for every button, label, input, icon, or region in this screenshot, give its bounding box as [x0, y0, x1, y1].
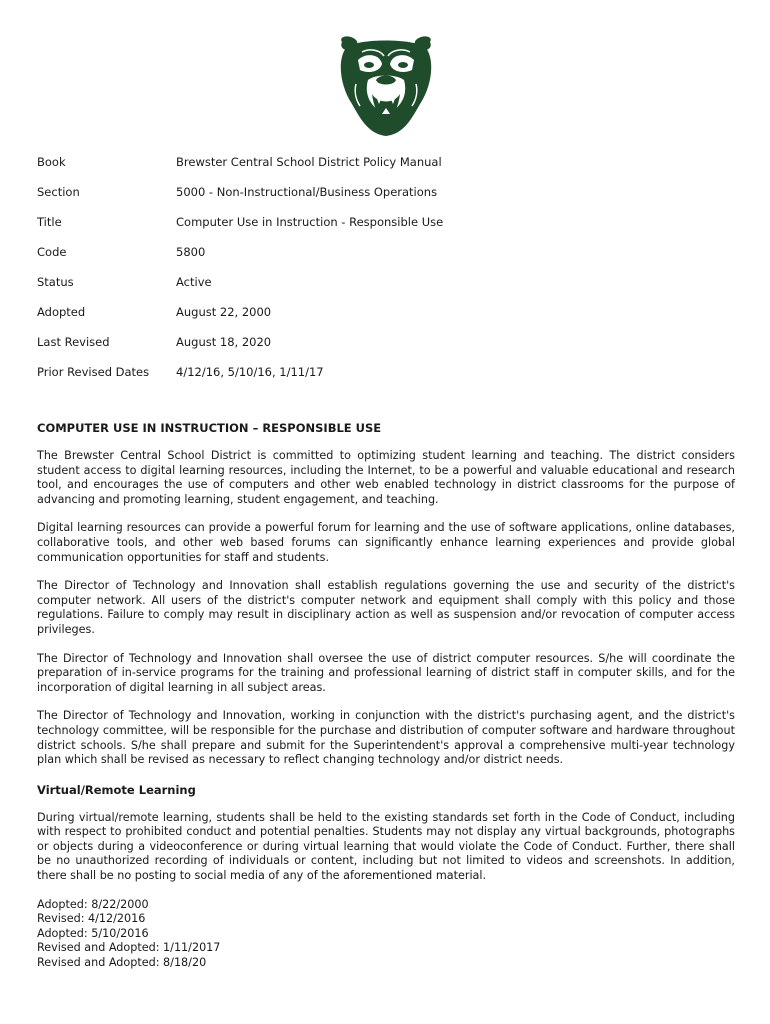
meta-value: Brewster Central School District Policy Manual	[176, 155, 442, 169]
history-line: Adopted: 8/22/2000	[37, 897, 149, 911]
remote-learning-heading: Virtual/Remote Learning	[37, 782, 196, 797]
meta-row-section	[37, 184, 737, 214]
meta-row-title	[37, 214, 737, 244]
meta-value: 5000 - Non-Instructional/Business Operations	[176, 185, 438, 199]
meta-value: 4/12/16, 5/10/16, 1/11/17	[176, 365, 324, 379]
meta-row-status	[37, 274, 737, 304]
policy-paragraph: The Director of Technology and Innovation, working in conjunction with the district's purchasing agent, and the district's technology committee, will be responsible for the purchase and distribution of computer software and hardware throughout district schools. S/he shall prepare and submit for the Superintendent's approval a comprehensive multi-year technology plan which shall be revised as necessary to reflect changing technology and/or district needs.	[37, 709, 735, 767]
meta-label: Book	[37, 155, 66, 169]
meta-row-adopted	[37, 304, 737, 334]
policy-paragraph: Digital learning resources can provide a powerful forum for learning and the use of software applications, online databases, collaborative tools, and other web based forums can significantly enhance learning experiences and provide global communication opportunities for staff and students.	[37, 521, 735, 564]
bear-head-logo-icon	[336, 34, 436, 138]
meta-row-last-revised	[37, 334, 737, 364]
policy-heading: COMPUTER USE IN INSTRUCTION – RESPONSIBLE USE	[37, 421, 382, 435]
policy-body	[37, 420, 735, 971]
meta-row-book	[37, 154, 737, 184]
meta-value: Active	[176, 275, 212, 289]
history-line: Adopted: 5/10/2016	[37, 926, 149, 940]
policy-paragraph: The Director of Technology and Innovation shall oversee the use of district computer resources. S/he will coordinate the preparation of in-service programs for the training and professional learning of district staff in computer skills, and for the incorporation of digital learning in all subject areas.	[37, 651, 735, 694]
meta-label: Adopted	[37, 305, 86, 319]
adoption-history	[37, 898, 735, 971]
policy-metadata	[37, 154, 737, 394]
meta-row-code	[37, 244, 737, 274]
policy-paragraph: The Brewster Central School District is committed to optimizing student learning and teaching. The district considers student access to digital learning resources, including the Internet, to be a powerful and valuable educational and research tool, and encourages the use of computers and other web enabled technology in district classrooms for the purpose of advancing and promoting learning, student engagement, and teaching.	[37, 449, 735, 506]
policy-paragraph: The Director of Technology and Innovation shall establish regulations governing the use and security of the district's computer network. All users of the district's computer network and equipment shall comply with this policy and those regulations. Failure to comply may result in disciplinary action as well as suspension and/or revocation of computer access privileges.	[37, 579, 735, 636]
meta-value: Computer Use in Instruction - Responsible Use	[176, 215, 444, 229]
meta-row-prior-revised-dates	[37, 364, 737, 394]
history-line: Revised and Adopted: 8/18/20	[37, 956, 207, 970]
meta-label: Status	[37, 275, 74, 289]
history-line: Revised: 4/12/2016	[37, 912, 146, 926]
meta-label: Section	[37, 185, 80, 199]
meta-value: August 22, 2000	[176, 305, 272, 319]
meta-value: 5800	[176, 245, 206, 259]
remote-learning-paragraph: During virtual/remote learning, students shall be held to the existing standards set forth in the Code of Conduct, including with respect to prohibited conduct and potential penalties. Students may not display any virtual backgrounds, photographs or objects during a videoconference or during virtual learning that would violate the Code of Conduct. Further, there shall be no unauthorized recording of individuals or content, including but not limited to videos and screenshots. In addition, there shall be no posting to social media of any of the aforementioned material.	[37, 810, 735, 883]
meta-label: Code	[37, 245, 67, 259]
meta-label: Last Revised	[37, 335, 110, 349]
history-line: Revised and Adopted: 1/11/2017	[37, 941, 221, 955]
meta-value: August 18, 2020	[176, 335, 272, 349]
meta-label: Prior Revised Dates	[37, 365, 150, 379]
meta-label: Title	[37, 215, 62, 229]
